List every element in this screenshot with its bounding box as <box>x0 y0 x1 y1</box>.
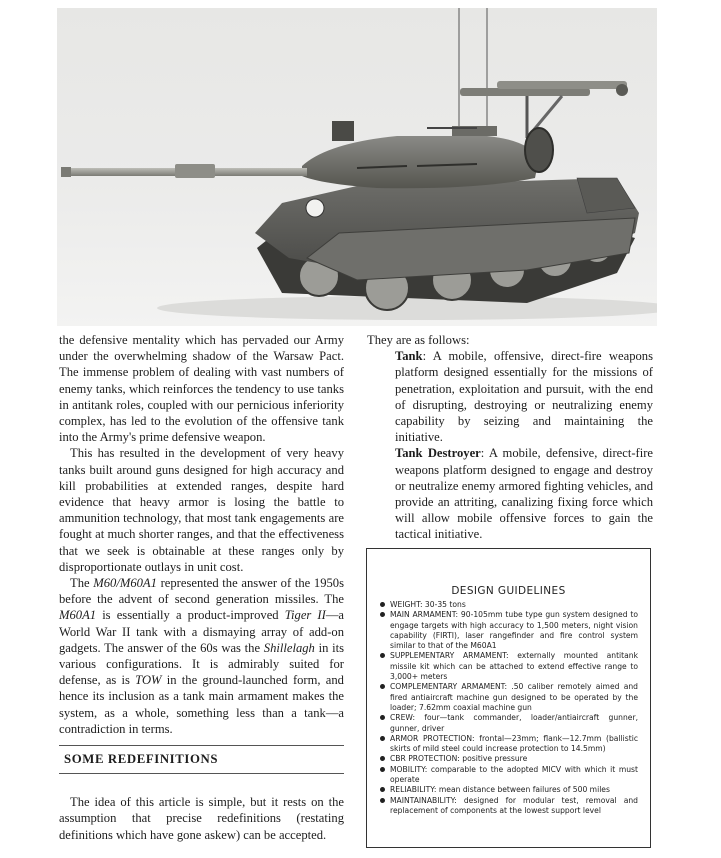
guideline-text: WEIGHT: 30-35 tons <box>390 600 466 609</box>
text-run: is essentially a product-improved <box>96 608 285 623</box>
bullet-icon <box>380 602 385 607</box>
text-run: in the ground-launched form, and hence its inclusion as a tank main armament makes the system, as a whole, something less than a tank—a contradiction in terms. <box>59 673 344 736</box>
guideline-text: ARMOR PROTECTION: frontal—23mm; flank—12.7mm (ballistic skirts of mild steel could increase protection to 14.5mm) <box>390 733 638 754</box>
guideline-item <box>380 682 638 713</box>
guideline-item <box>380 600 638 610</box>
definition-text: : A mobile, offensive, direct-fire weapons platform designed essentially for the missions of penetration, exploitation and pursuit, with the end of disrupting, destroying or neutralizing enemy capability by seizing and maintaining the initiative. <box>395 349 653 445</box>
lead-text: They are as follows: <box>367 333 470 347</box>
guideline-text: CBR PROTECTION: positive pressure <box>390 754 528 764</box>
tank-name-tiger: Tiger II <box>284 608 326 623</box>
definition-tank-destroyer <box>395 445 653 542</box>
bullet-icon <box>380 715 385 720</box>
bullet-icon <box>380 612 385 617</box>
guideline-item <box>380 610 638 651</box>
guidelines-list <box>367 600 650 816</box>
guideline-item <box>380 734 638 755</box>
tank-name-m60a1: M60A1 <box>59 608 97 623</box>
guideline-text: MAIN ARMAMENT: 90-105mm tube type gun system designed to engage targets with high accuracy to 1,500 meters, night vision capability (FIRTI), laser rangefinder and fire control system similar to that of the M60A1 <box>390 610 638 651</box>
text-run: in its various configurations. It is admirably suited for defense, as is <box>59 640 344 688</box>
guideline-text: MOBILITY: comparable to the adopted MICV with which it must operate <box>390 764 638 785</box>
bullet-icon <box>380 684 385 689</box>
guideline-item <box>380 796 638 817</box>
guideline-item <box>380 713 638 734</box>
paragraph-m60 <box>59 575 344 737</box>
text-run: represented the answer of the 1950s before the advent of second generation missiles. The <box>59 576 344 607</box>
guidelines-title: DESIGN GUIDELINES <box>451 585 566 597</box>
guideline-text: SUPPLEMENTARY ARMAMENT: externally mounted antitank missile kit which can be attached to extend effective range to 3,000+ meters <box>390 651 638 682</box>
guideline-text: RELIABILITY: mean distance between failures of 500 miles <box>390 785 610 795</box>
guideline-item <box>380 765 638 786</box>
left-column <box>59 332 344 843</box>
paragraph-heavy-tanks: This has resulted in the development of very heavy tanks built around guns designed for high accuracy and kill probabilities at extended ranges, despite hard evidence that heavy armor is losing the battle to ammunition technology, that most tank engagements are fought at much shorter ranges, and that the effectiveness that we seek is obtainable at these ranges only by disproportionate outlays in unit cost. <box>59 446 344 574</box>
tank-illustration <box>57 8 657 326</box>
text-run: —a World War II tank with a dismaying array of add-on gadgets. The answer of the 60s was the <box>59 608 344 655</box>
tank-photo <box>57 8 657 326</box>
paragraph-closing: The idea of this article is simple, but it rests on the assumption that precise redefinitions (restating definitions which have gone askew) can be accepted. <box>59 795 344 842</box>
guideline-text: COMPLEMENTARY ARMAMENT: .50 caliber remotely aimed and fired antiaircraft machine gun designed to be operated by the loader; 7.62mm coaxial machine gun <box>390 682 638 712</box>
tank-name-m60: M60/M60A1 <box>93 576 157 591</box>
guideline-item <box>380 651 638 682</box>
bullet-icon <box>380 787 385 792</box>
definition-term: Tank <box>395 349 423 364</box>
weapon-name-shillelagh: Shillelagh <box>263 640 315 655</box>
right-column <box>367 332 653 543</box>
weapon-name-tow: TOW <box>135 673 162 688</box>
bullet-icon <box>380 653 385 658</box>
guideline-text: CREW: four—tank commander, loader/antiaircraft gunner, gunner, driver <box>390 713 638 733</box>
definition-term: Tank Destroyer <box>395 446 481 461</box>
guideline-item <box>380 754 638 764</box>
text-run: The <box>70 576 94 591</box>
guideline-text: MAINTAINABILITY: designed for modular test, removal and replacement of components at the lowest support level <box>390 795 638 815</box>
design-guidelines-box <box>366 548 651 848</box>
section-heading: SOME REDEFINITIONS <box>59 745 344 774</box>
bullet-icon <box>380 756 385 761</box>
definition-text: : A mobile, defensive, direct-fire weapons platform designed to engage and destroy or neutralize enemy armored fighting vehicles, and provide an attriting, canalizing fixing force which will allow mobile offensive forces to gain the tactical initiative. <box>395 446 653 542</box>
paragraph-defensive-mentality: the defensive mentality which has pervaded our Army under the overwhelming shadow of the Warsaw Pact. The immense problem of dealing with vast numbers of enemy tanks, which reinforces the tendency to use tanks in antitank roles, coupled with our pernicious inferiority complex, has led to the evolution of the offensive tank into the Army's prime defensive weapon. <box>59 333 344 445</box>
bullet-icon <box>380 767 385 772</box>
definition-tank <box>395 348 653 445</box>
bullet-icon <box>380 798 385 803</box>
bullet-icon <box>380 736 385 741</box>
guideline-item <box>380 785 638 795</box>
